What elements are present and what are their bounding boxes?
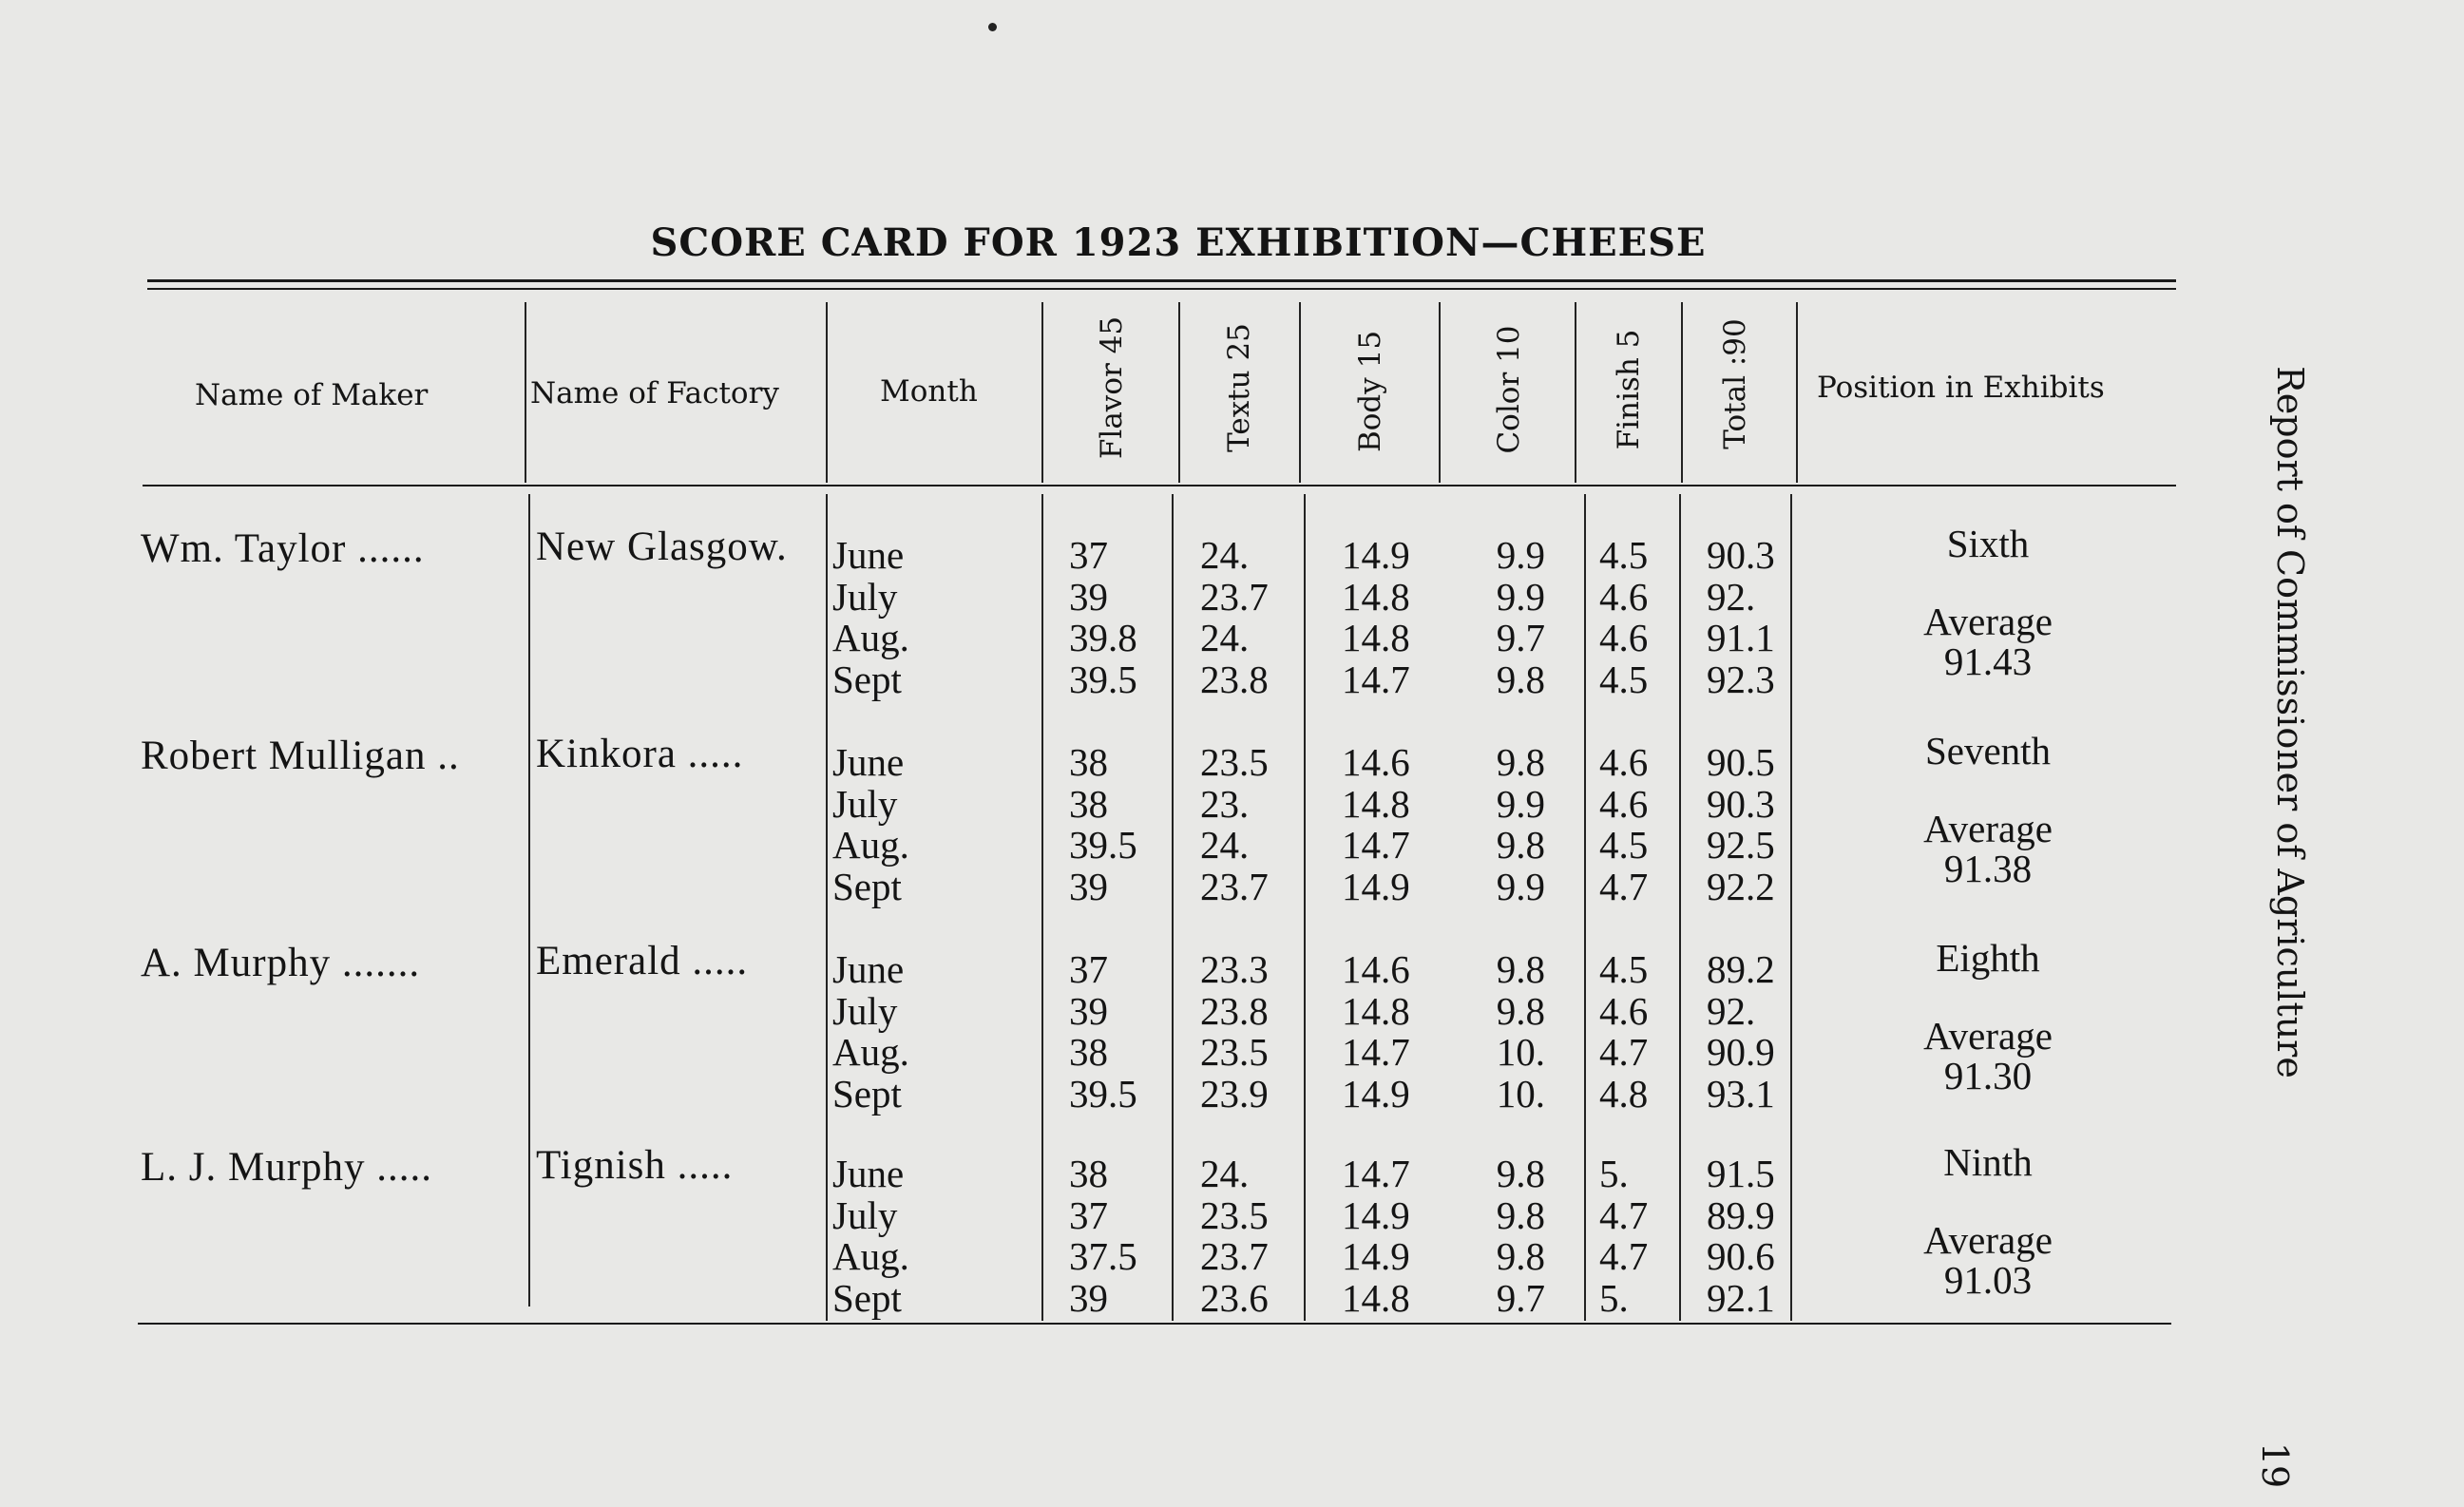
body-divider — [826, 494, 828, 1321]
cell-color: 9.9 — [1496, 864, 1545, 908]
cell-texture: 23.7 — [1200, 574, 1269, 619]
cell-finish: 4.7 — [1599, 1030, 1649, 1074]
body-divider — [1041, 494, 1043, 1321]
cell-month: June — [832, 947, 905, 991]
header-rule — [143, 485, 2176, 486]
cell-flavor: 39 — [1069, 1275, 1108, 1320]
cell-body: 14.9 — [1342, 1234, 1410, 1278]
cell-flavor: 38 — [1069, 781, 1108, 826]
cell-texture: 23.7 — [1200, 864, 1269, 908]
cell-body: 14.9 — [1342, 1071, 1410, 1116]
cell-texture: 23.6 — [1200, 1275, 1269, 1320]
position-label: Eighth — [1936, 936, 2040, 980]
cell-flavor: 39.5 — [1069, 823, 1137, 867]
cell-month: Aug. — [832, 823, 909, 867]
cell-total: 90.5 — [1707, 740, 1775, 784]
average-label: Average — [1923, 807, 2053, 850]
cell-texture: 23.7 — [1200, 1234, 1269, 1278]
cell-color: 9.8 — [1496, 947, 1545, 991]
cell-body: 14.9 — [1342, 533, 1410, 577]
average-label: Average — [1923, 600, 2053, 643]
body-divider — [528, 494, 530, 1307]
running-head: Report of Commissioner of Agriculture — [2269, 366, 2311, 1078]
cell-flavor: 39.8 — [1069, 616, 1137, 659]
cell-body: 14.8 — [1342, 781, 1410, 826]
cell-texture: 23.5 — [1200, 1192, 1269, 1237]
cell-color: 9.7 — [1496, 1275, 1545, 1320]
cell-texture: 24. — [1200, 823, 1250, 867]
cell-month: Sept — [832, 1275, 902, 1320]
average-label: Average — [1923, 1218, 2053, 1262]
cell-body: 14.8 — [1342, 1275, 1410, 1320]
cell-flavor: 37 — [1069, 947, 1108, 991]
cell-flavor: 38 — [1069, 1152, 1108, 1195]
cell-month: July — [832, 988, 898, 1033]
maker-name: A. Murphy ....... — [141, 941, 421, 985]
cell-finish: 4.5 — [1599, 657, 1649, 701]
cell-month: Aug. — [832, 1030, 909, 1074]
cell-finish: 4.6 — [1599, 574, 1649, 619]
cell-flavor: 39.5 — [1069, 1071, 1137, 1116]
cell-total: 92.1 — [1707, 1275, 1775, 1320]
average-label: Average — [1923, 1014, 2053, 1058]
cell-finish: 4.7 — [1599, 864, 1649, 908]
cell-flavor: 37 — [1069, 1192, 1108, 1237]
cell-texture: 23.9 — [1200, 1071, 1269, 1116]
cell-texture: 23.5 — [1200, 1030, 1269, 1074]
position-label: Seventh — [1924, 729, 2052, 773]
cell-total: 91.1 — [1707, 616, 1775, 659]
cell-body: 14.7 — [1342, 1152, 1410, 1195]
factory-name: Tignish ..... — [536, 1143, 734, 1188]
cell-finish: 5. — [1599, 1275, 1629, 1320]
cell-flavor: 38 — [1069, 740, 1108, 784]
ink-speck — [988, 23, 997, 31]
cell-body: 14.8 — [1342, 988, 1410, 1033]
header-divider — [1575, 302, 1576, 483]
cell-color: 9.7 — [1496, 616, 1545, 659]
header-divider — [525, 302, 526, 483]
header-texture: Textu 25 — [1222, 323, 1256, 452]
page-title: SCORE CARD FOR 1923 EXHIBITION—CHEESE — [650, 220, 1707, 265]
cell-texture: 23. — [1200, 781, 1250, 826]
cell-finish: 5. — [1599, 1152, 1629, 1195]
average-value: 91.43 — [1943, 639, 2033, 683]
cell-finish: 4.7 — [1599, 1192, 1649, 1237]
header-maker: Name of Maker — [195, 378, 429, 412]
cell-color: 10. — [1496, 1071, 1545, 1116]
cell-total: 90.9 — [1707, 1030, 1775, 1074]
cell-finish: 4.5 — [1599, 533, 1649, 577]
cell-flavor: 39.5 — [1069, 657, 1137, 701]
body-divider — [1790, 494, 1792, 1321]
maker-name: Robert Mulligan .. — [141, 734, 460, 778]
cell-finish: 4.5 — [1599, 947, 1649, 991]
factory-name: Emerald ..... — [536, 939, 749, 983]
cell-total: 89.2 — [1707, 947, 1775, 991]
header-divider — [1439, 302, 1441, 483]
cell-body: 14.6 — [1342, 947, 1410, 991]
cell-total: 92.5 — [1707, 823, 1775, 867]
cell-body: 14.9 — [1342, 864, 1410, 908]
cell-finish: 4.6 — [1599, 781, 1649, 826]
cell-color: 9.8 — [1496, 657, 1545, 701]
cell-texture: 24. — [1200, 533, 1250, 577]
cell-month: Sept — [832, 1071, 902, 1116]
cell-month: June — [832, 533, 905, 577]
cell-flavor: 39 — [1069, 574, 1108, 619]
cell-month: Sept — [832, 864, 902, 908]
cell-texture: 23.8 — [1200, 657, 1269, 701]
cell-month: July — [832, 1192, 898, 1237]
cell-total: 93.1 — [1707, 1071, 1775, 1116]
cell-body: 14.7 — [1342, 657, 1410, 701]
cell-finish: 4.6 — [1599, 988, 1649, 1033]
cell-month: June — [832, 1152, 905, 1195]
header-color: Color 10 — [1492, 325, 1526, 454]
header-divider — [1299, 302, 1301, 483]
cell-total: 89.9 — [1707, 1192, 1775, 1237]
cell-finish: 4.8 — [1599, 1071, 1649, 1116]
average-value: 91.38 — [1943, 847, 2033, 890]
header-position: Position in Exhibits — [1817, 371, 2105, 405]
cell-flavor: 37 — [1069, 533, 1108, 577]
cell-total: 91.5 — [1707, 1152, 1775, 1195]
cell-flavor: 37.5 — [1069, 1234, 1137, 1278]
cell-color: 9.8 — [1496, 988, 1545, 1033]
body-divider — [1679, 494, 1681, 1321]
cell-month: July — [832, 574, 898, 619]
header-flavor: Flavor 45 — [1095, 315, 1129, 460]
header-divider — [826, 302, 828, 483]
cell-total: 92. — [1707, 574, 1756, 619]
cell-color: 9.8 — [1496, 1234, 1545, 1278]
top-rule-2 — [147, 288, 2176, 290]
factory-name: Kinkora ..... — [536, 732, 744, 776]
cell-finish: 4.5 — [1599, 823, 1649, 867]
cell-texture: 23.3 — [1200, 947, 1269, 991]
cell-body: 14.6 — [1342, 740, 1410, 784]
average-value: 91.30 — [1943, 1054, 2033, 1097]
cell-color: 9.8 — [1496, 1152, 1545, 1195]
cell-texture: 24. — [1200, 616, 1250, 659]
cell-flavor: 39 — [1069, 988, 1108, 1033]
cell-body: 14.7 — [1342, 1030, 1410, 1074]
average-value: 91.03 — [1943, 1258, 2033, 1302]
body-divider — [1304, 494, 1306, 1321]
cell-finish: 4.6 — [1599, 740, 1649, 784]
header-factory: Name of Factory — [530, 376, 779, 410]
cell-flavor: 38 — [1069, 1030, 1108, 1074]
header-divider — [1041, 302, 1043, 483]
bottom-rule — [138, 1323, 2171, 1325]
cell-total: 92. — [1707, 988, 1756, 1033]
cell-flavor: 39 — [1069, 864, 1108, 908]
cell-color: 9.9 — [1496, 574, 1545, 619]
body-divider — [1172, 494, 1174, 1321]
maker-name: L. J. Murphy ..... — [141, 1145, 433, 1190]
cell-color: 9.8 — [1496, 823, 1545, 867]
cell-month: Aug. — [832, 1234, 909, 1278]
header-body: Body 15 — [1353, 330, 1387, 453]
cell-month: Aug. — [832, 616, 909, 659]
top-rule-1 — [147, 279, 2176, 282]
cell-total: 92.3 — [1707, 657, 1775, 701]
cell-finish: 4.6 — [1599, 616, 1649, 659]
cell-total: 90.3 — [1707, 533, 1775, 577]
header-divider — [1796, 302, 1798, 483]
header-finish: Finish 5 — [1612, 329, 1646, 450]
cell-texture: 23.5 — [1200, 740, 1269, 784]
header-total: Total :90 — [1718, 318, 1752, 449]
cell-body: 14.9 — [1342, 1192, 1410, 1237]
position-label: Ninth — [1943, 1140, 2033, 1184]
body-divider — [1584, 494, 1586, 1321]
position-label: Sixth — [1946, 522, 2030, 565]
maker-name: Wm. Taylor ...... — [141, 526, 425, 571]
cell-body: 14.8 — [1342, 574, 1410, 619]
cell-color: 9.9 — [1496, 533, 1545, 577]
cell-month: July — [832, 781, 898, 826]
cell-total: 92.2 — [1707, 864, 1775, 908]
cell-month: Sept — [832, 657, 902, 701]
cell-color: 9.9 — [1496, 781, 1545, 826]
cell-body: 14.8 — [1342, 616, 1410, 659]
cell-texture: 24. — [1200, 1152, 1250, 1195]
cell-texture: 23.8 — [1200, 988, 1269, 1033]
cell-total: 90.3 — [1707, 781, 1775, 826]
cell-month: June — [832, 740, 905, 784]
header-month: Month — [880, 374, 978, 409]
cell-color: 10. — [1496, 1030, 1545, 1074]
cell-total: 90.6 — [1707, 1234, 1775, 1278]
page-number: 19 — [2254, 1441, 2297, 1489]
cell-color: 9.8 — [1496, 1192, 1545, 1237]
cell-body: 14.7 — [1342, 823, 1410, 867]
header-divider — [1681, 302, 1683, 483]
cell-finish: 4.7 — [1599, 1234, 1649, 1278]
cell-color: 9.8 — [1496, 740, 1545, 784]
factory-name: New Glasgow. — [536, 525, 788, 569]
header-divider — [1178, 302, 1180, 483]
